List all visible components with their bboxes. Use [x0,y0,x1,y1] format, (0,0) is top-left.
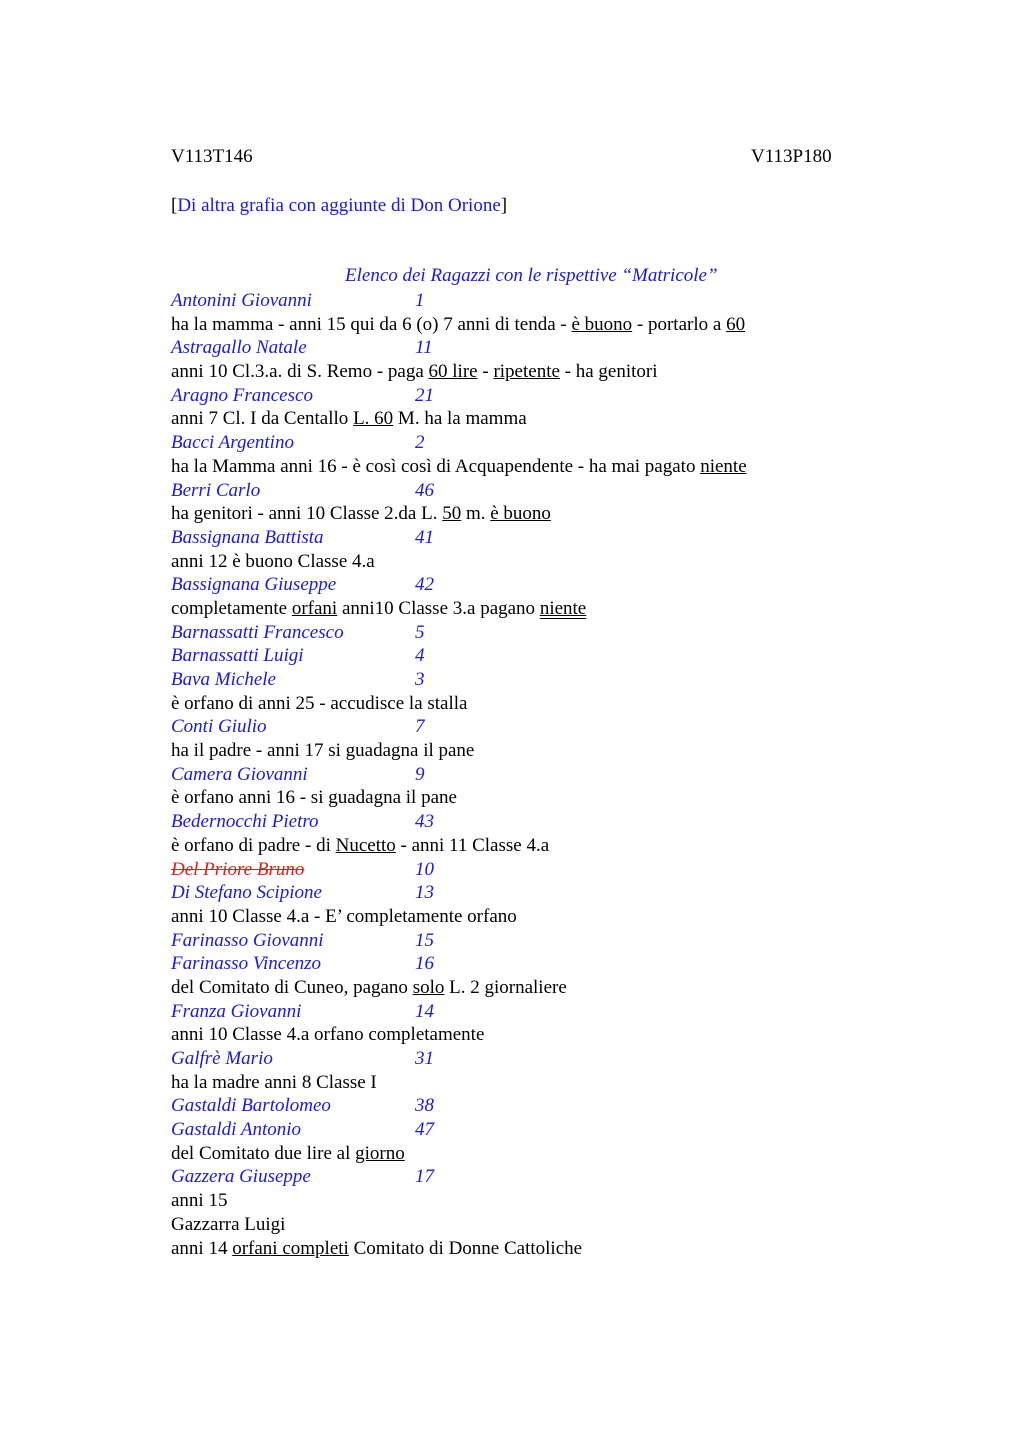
entry-note [171,1142,871,1166]
list-title: Elenco dei Ragazzi con le rispettive “Matricole” [345,265,718,286]
entry-note [171,407,871,431]
entry-name-line [171,1047,871,1071]
entry-note [171,597,871,621]
entry-matricola-number: 13 [415,882,434,904]
entry-name-line [171,715,871,739]
note-text: anni10 Classe 3.a pagano [337,597,540,619]
entry-matricola-number: 16 [415,953,434,975]
note-text: anni 10 Classe 4.a orfano completamente [171,1024,485,1046]
boys-list [171,289,871,1260]
entry-matricola-number: 10 [415,858,434,880]
header-left-code: V113T146 [171,146,253,167]
entry-matricola-number: 41 [415,526,434,548]
entry-name-line [171,431,871,455]
note-text: è orfano anni 16 - si guadagna il pane [171,787,457,809]
entry-matricola-number: 7 [415,716,425,738]
note-text: del Comitato di Cuneo, pagano [171,976,413,998]
header-right-code: V113P180 [751,146,832,167]
editor-note-open-bracket: [ [171,195,178,216]
note-text: Comitato di Donne Cattoliche [348,1237,583,1259]
note-text: ha la madre anni 8 Classe I [171,1071,377,1093]
underlined-text: è buono [490,503,551,525]
entry-name-line [171,1094,871,1118]
entry-matricola-number: 43 [415,811,434,833]
editor-note-close-bracket: ] [500,195,508,216]
entry-matricola-number: 14 [415,1000,434,1022]
entry-matricola-number: 11 [415,337,433,359]
entry-name-line [171,621,871,645]
entry-matricola-number: 46 [415,479,434,501]
note-text: - anni 11 Classe 4.a [395,834,550,856]
entry-matricola-number: 3 [415,669,425,690]
note-text: completamente [171,597,292,619]
entry-note [171,905,871,929]
underlined-text: 60 lire [428,361,478,383]
entry-name: Gazzera Giuseppe [171,1166,311,1188]
entry-note [171,1189,871,1213]
note-text: - ha genitori [559,361,658,383]
entry-name-line [171,952,871,976]
entry-name: Franza Giovanni [171,1000,302,1022]
entry-name: Bedernocchi Pietro [171,811,319,833]
entry-name: Bassignana Battista [171,526,324,548]
entry-matricola-number: 2 [415,432,425,454]
note-text: ha il padre - anni 17 si guadagna il pane [171,740,475,762]
entry-matricola-number: 21 [415,384,434,406]
note-text: - [477,361,494,383]
entry-matricola-number: 47 [415,1119,434,1141]
entry-note [171,1237,871,1261]
editor-note [171,195,507,217]
entry-name-line [171,881,871,905]
underlined-text: niente [539,597,587,619]
entry-name: Farinasso Giovanni [171,929,324,951]
note-text: m. [461,503,491,525]
entry-name-line [171,644,871,668]
entry-note [171,739,871,763]
entry-name: Farinasso Vincenzo [171,953,322,975]
underlined-text: orfani [291,597,338,619]
note-text: M. ha la mamma [393,408,527,430]
entry-name: Astragallo Natale [171,337,307,359]
entry-name-line [171,573,871,597]
note-text: ha la Mamma anni 16 - è così così di Acquapendente - ha mai pagato [171,455,701,477]
underlined-text: Nucetto [335,834,396,856]
entry-name: Conti Giulio [171,716,267,738]
note-text: del Comitato due lire al [171,1142,356,1164]
underlined-text: niente [700,455,747,477]
underlined-text: 60 [726,313,746,335]
entry-note [171,786,871,810]
entry-name: Bassignana Giuseppe [171,574,337,596]
entry-name-line [171,810,871,834]
entry-matricola-number: 15 [415,929,434,951]
note-text: - portarlo a [632,313,727,335]
note-text: anni 10 Classe 4.a - E’ completamente orfano [171,905,517,927]
entry-name-line [171,858,871,882]
entry-name-line [171,1165,871,1189]
entry-name-line [171,1118,871,1142]
entry-matricola-number: 42 [415,574,434,596]
entry-matricola-number: 38 [415,1095,434,1117]
entry-name-line [171,289,871,313]
editor-note-text: Di altra grafia con aggiunte di Don Orione [177,195,501,216]
entry-note [171,1023,871,1047]
entry-note [171,834,871,858]
entry-name-line [171,479,871,503]
note-text: è orfano di anni 25 - accudisce la stalla [171,692,468,714]
entry-note [171,1071,871,1095]
entry-matricola-number: 9 [415,763,425,785]
entry-note [171,455,871,479]
note-text: anni 12 è buono Classe 4.a [171,550,375,572]
entry-name: Di Stefano Scipione [171,882,322,904]
entry-name-line [171,384,871,408]
entry-matricola-number: 4 [415,645,425,667]
underlined-text: giorno [355,1142,405,1164]
entry-matricola-number: 17 [415,1166,434,1188]
underlined-text: solo [412,976,445,998]
entry-name-line [171,763,871,787]
entry-name: Barnassatti Francesco [171,621,344,643]
entry-name: Camera Giovanni [171,763,308,785]
entry-matricola-number: 1 [415,290,425,311]
underlined-text: 50 [442,503,462,525]
entry-matricola-number: 31 [415,1048,434,1069]
entry-plain-name: Gazzarra Luigi [171,1213,286,1235]
entry-name: Gastaldi Bartolomeo [171,1095,331,1117]
underlined-text: L. 60 [353,408,394,430]
entry-name: Berri Carlo [171,479,261,501]
note-text: è orfano di padre - di [171,834,336,856]
note-text: ha la mamma - anni 15 qui da 6 (o) 7 anni di tenda - [171,313,572,335]
underlined-text: orfani completi [232,1237,349,1259]
note-text: anni 15 [171,1190,228,1212]
note-text: anni 7 Cl. I da Centallo [171,408,354,430]
underlined-text: è buono [571,313,633,335]
entry-note [171,550,871,574]
entry-name-line [171,668,871,692]
entry-name: Bacci Argentino [171,432,294,454]
note-text: anni 14 [171,1237,233,1259]
entry-name-line [171,929,871,953]
entry-name: Aragno Francesco [171,384,313,406]
entry-note [171,360,871,384]
entry-name: Barnassatti Luigi [171,645,304,667]
entry-name: Del Priore Bruno [171,858,305,880]
entry-name: Galfrè Mario [171,1048,273,1069]
entry-name-line [171,1000,871,1024]
note-text: anni 10 Cl.3.a. di S. Remo - paga [171,361,429,383]
entry-note [171,692,871,716]
note-text: ha genitori - anni 10 Classe 2.da L. [171,503,443,525]
entry-name: Antonini Giovanni [171,290,312,311]
entry-matricola-number: 5 [415,621,425,643]
underlined-text: ripetente [493,361,560,383]
entry-name: Gastaldi Antonio [171,1119,302,1141]
entry-note [171,313,871,337]
entry-name: Bava Michele [171,669,276,690]
note-text: L. 2 giornaliere [444,976,567,998]
entry-note [171,502,871,526]
entry-note [171,976,871,1000]
entry-name-line [171,526,871,550]
entry-name-line [171,336,871,360]
